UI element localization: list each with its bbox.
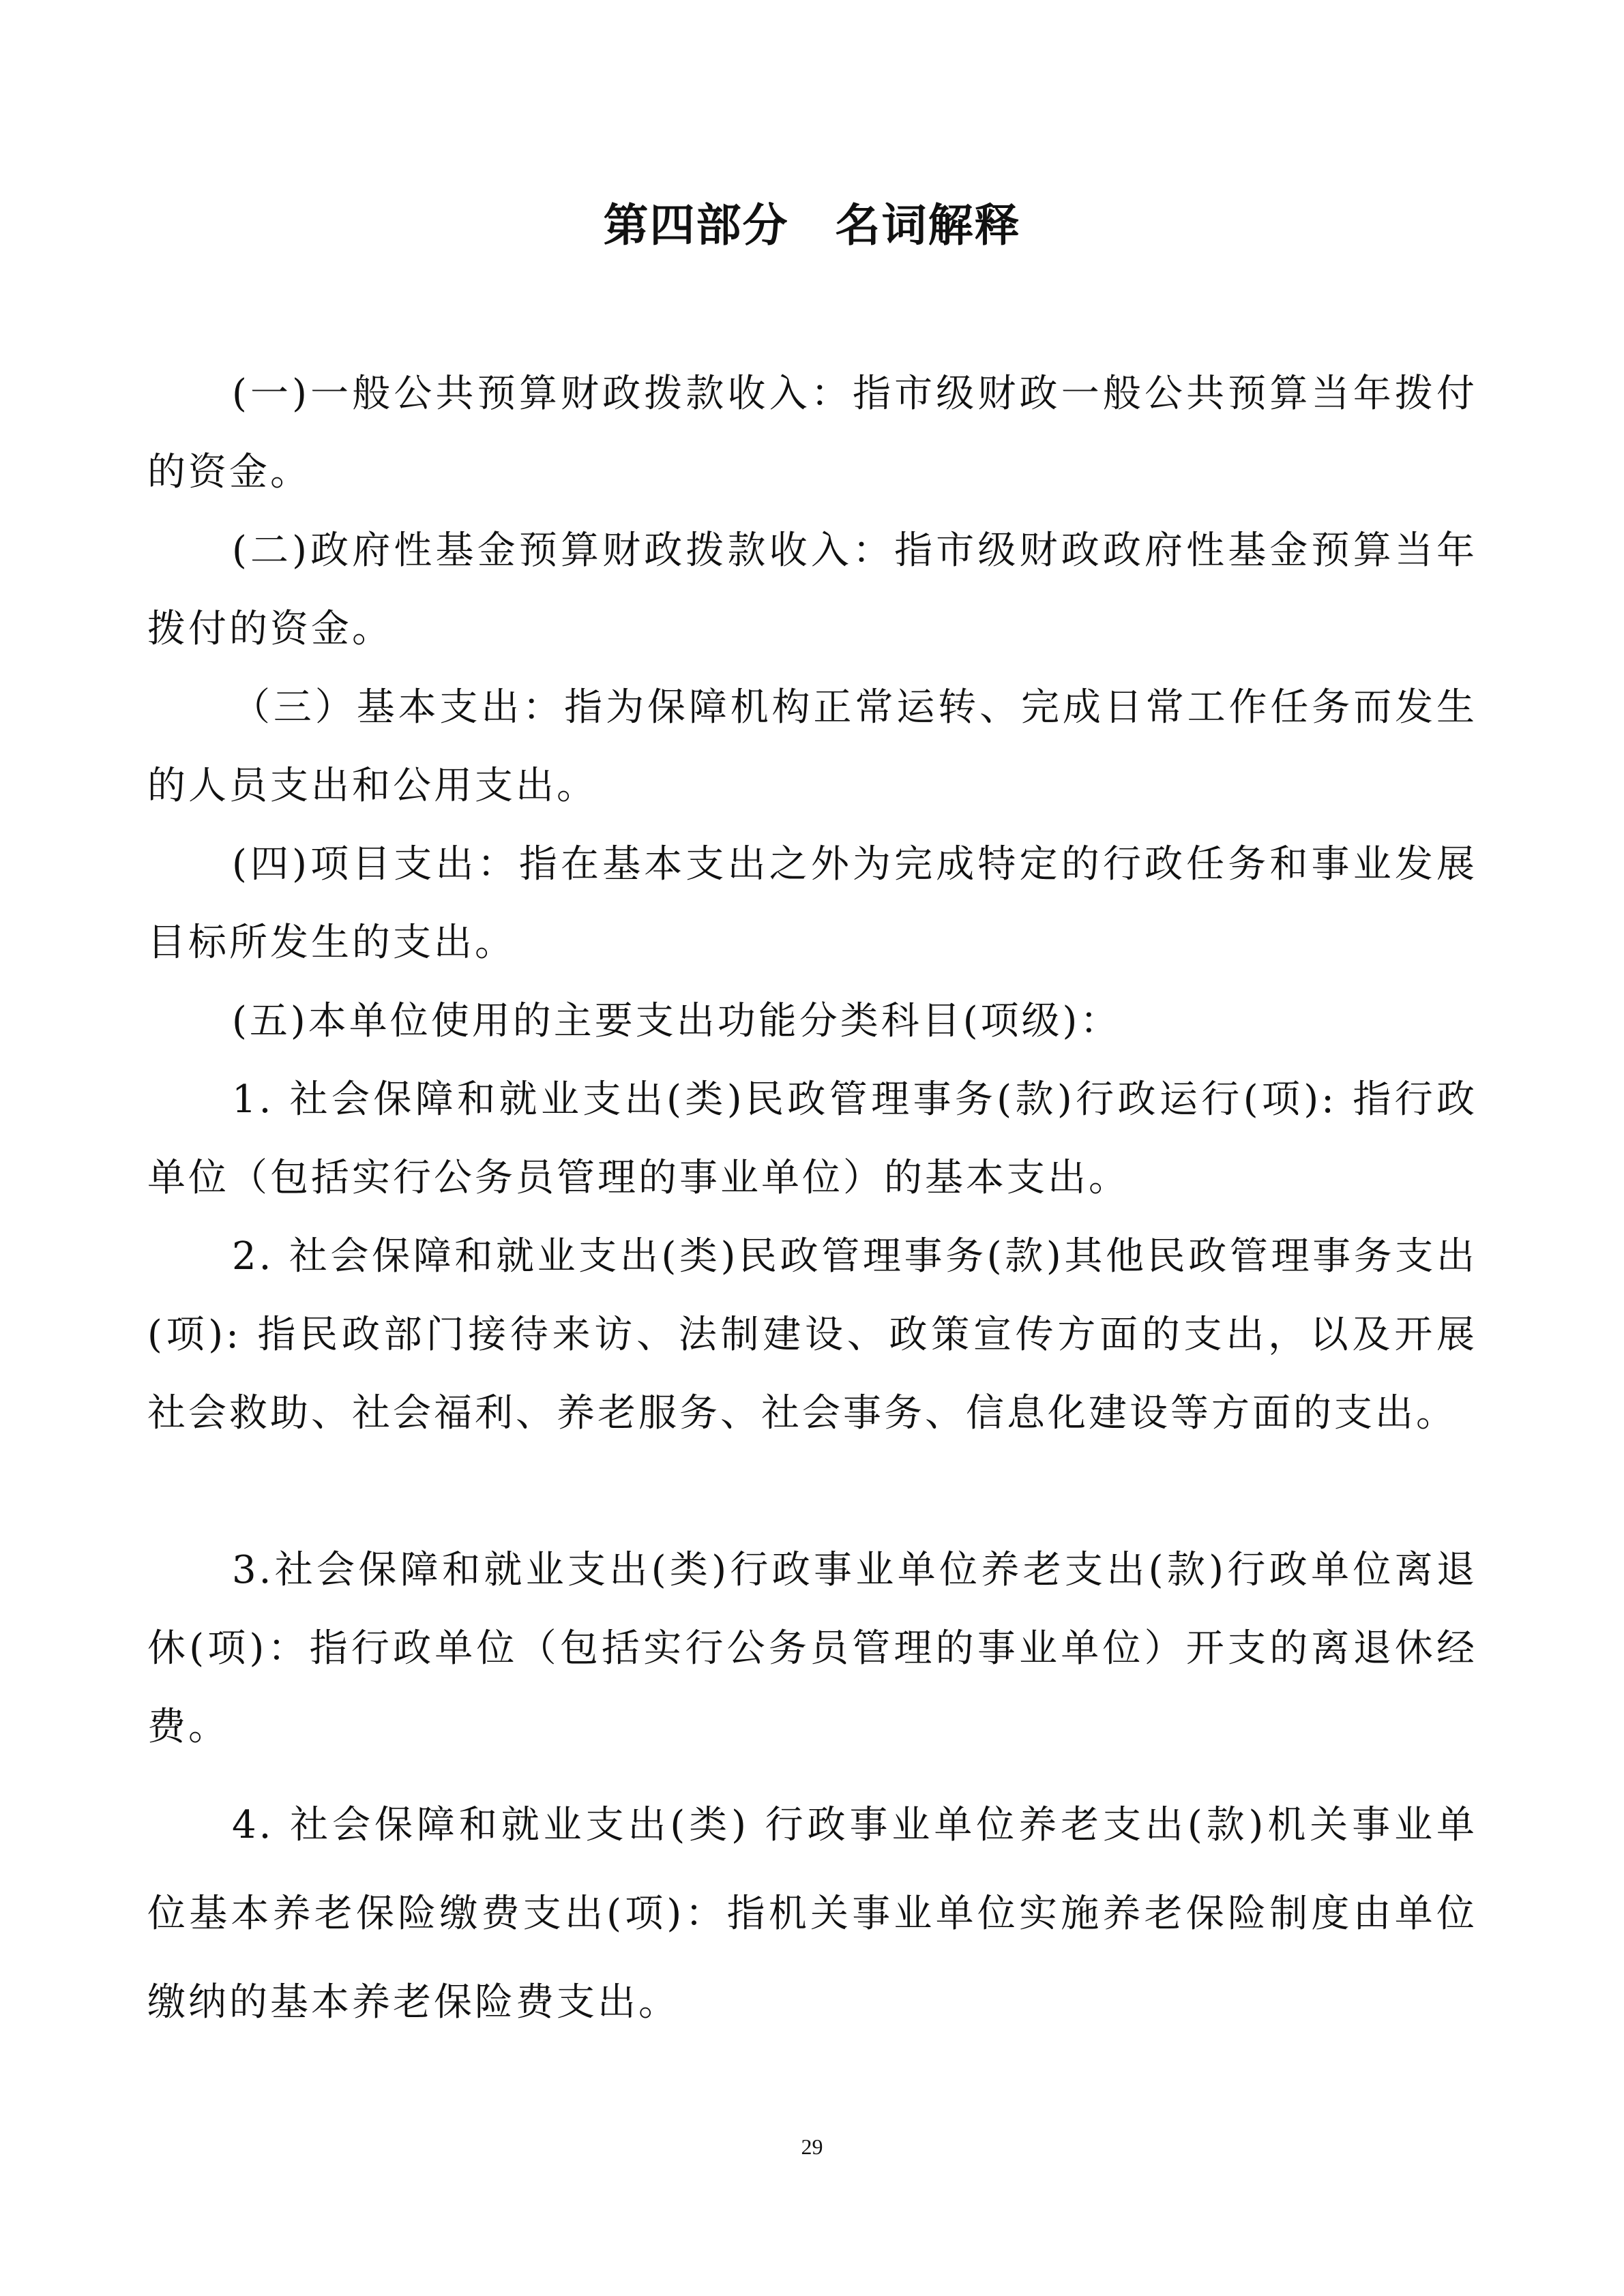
paragraph-function-classification-heading: (五)本单位使用的主要支出功能分类科目(项级)： <box>232 999 1121 1043</box>
paragraph-government-fund-income: (二)政府性基金预算财政拨款收入：指市级财政政府性基金预算当年拨付的资金。 <box>147 528 1477 651</box>
paragraph-item-4: 4. 社会保障和就业支出(类) 行政事业单位养老支出(款)机关事业单位基本养老保险缴费支出(项)：指机关事业单位实施养老保险制度由单位缴纳的基本养老保险费支出。 <box>147 1803 1477 2025</box>
paragraph-item-1: 1. 社会保障和就业支出(类)民政管理事务(款)行政运行(项): 指行政单位（包括实行公务员管理的事业单位）的基本支出。 <box>147 1077 1477 1200</box>
paragraph-basic-expenditure: （三）基本支出：指为保障机构正常运转、完成日常工作任务而发生的人员支出和公用支出。 <box>147 685 1477 808</box>
paragraph-general-budget-income: (一)一般公共预算财政拨款收入：指市级财政一般公共预算当年拨付的资金。 <box>147 372 1477 494</box>
paragraph-item-2: 2. 社会保障和就业支出(类)民政管理事务(款)其他民政管理事务支出(项): 指民政部门接待来访、法制建设、政策宣传方面的支出，以及开展社会救助、社会福利、养老服务、社会事务、信息化建设等方面的支出。 <box>147 1234 1477 1435</box>
page-number: 29 <box>801 2134 823 2159</box>
paragraph-project-expenditure: (四)项目支出：指在基本支出之外为完成特定的行政任务和事业发展目标所发生的支出。 <box>147 842 1477 965</box>
paragraph-item-3: 3.社会保障和就业支出(类)行政事业单位养老支出(款)行政单位离退休(项)：指行政单位（包括实行公务员管理的事业单位）开支的离退休经费。 <box>147 1548 1477 1749</box>
page-title: 第四部分 名词解释 <box>603 199 1021 252</box>
